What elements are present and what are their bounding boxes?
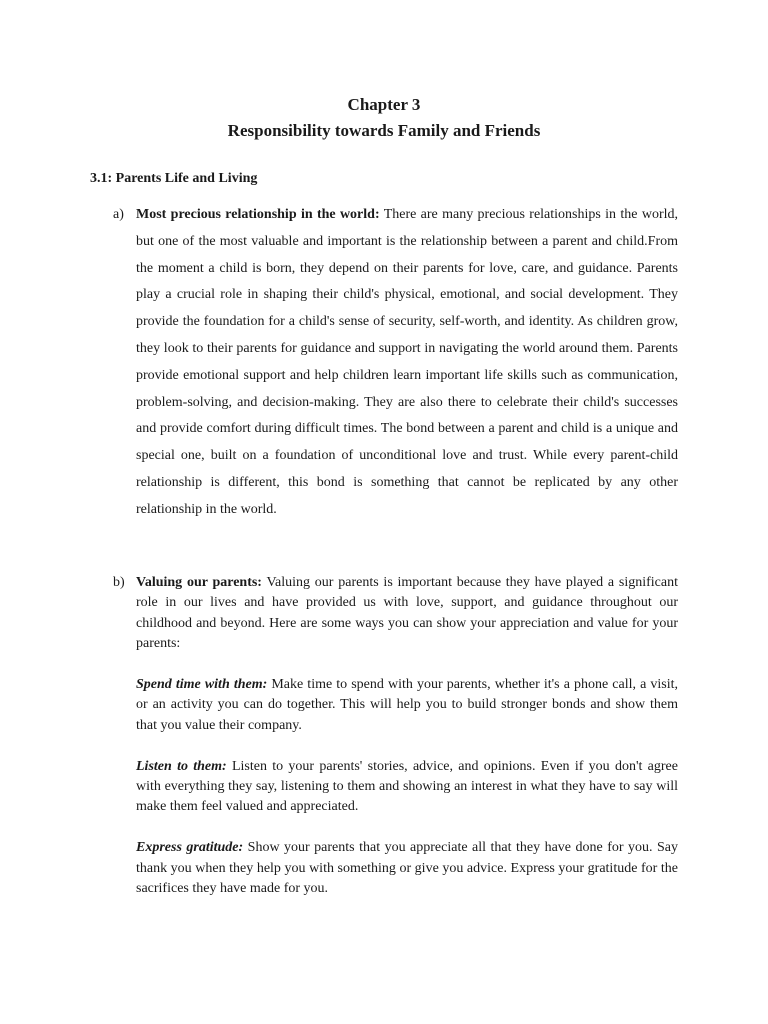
list-item-body — [136, 202, 678, 524]
tip-body-text: Listen to your parents' stories, advice, and opinions. Even if you don't agree with everything they say, listening to them and showing an interest in what they have to say will make them feel valued and appreciated. — [136, 758, 678, 815]
tip-lead-text: Listen to them: — [136, 758, 227, 774]
item-body-text: There are many precious relationships in the world, but one of the most valuable and important is the relationship between a parent and child.From the moment a child is born, they depend on their parents for love, care, and guidance. Parents play a crucial role in shaping their child's physical, emotional, and social development. They provide the foundation for a child's sense of security, self-worth, and identity. As children grow, they look to their parents for guidance and support in navigating the world around them. Parents provide emotional support and help children learn important life skills such as communication, problem-solving, and decision-making. They are also there to celebrate their child's successes and provide comfort during difficult times. The bond between a parent and child is a unique and special one, built on a foundation of unconditional love and trust. While every parent-child relationship is different, this bond is something that cannot be replicated by any other relationship in the world. — [136, 207, 678, 517]
item-body-text: Valuing our parents is important because they have played a significant role in our lives and have provided us with love, support, and guidance throughout our childhood and beyond. Here are some ways you can show your appreciation and value for your parents: — [136, 575, 679, 652]
chapter-subtitle: Responsibility towards Family and Friends — [227, 121, 541, 140]
tip-paragraph — [136, 838, 678, 899]
list-item-a — [113, 202, 678, 524]
tip-paragraph — [136, 675, 678, 736]
tip-paragraph — [136, 757, 678, 818]
tip-body-text: Show your parents that you appreciate all that they have done for you. Say thank you when they help you with something or give you advice. Express your gratitude for the sacrifices they have made for you. — [136, 840, 678, 897]
list-item-b — [113, 573, 678, 899]
list-marker: a) — [113, 207, 124, 222]
list-marker: b) — [113, 575, 125, 590]
section-heading: 3.1: Parents Life and Living — [90, 171, 258, 186]
item-lead-text: Valuing our parents: — [136, 575, 262, 590]
list-item-body — [136, 573, 678, 899]
item-intro-paragraph — [136, 573, 678, 655]
tip-body-text: Make time to spend with your parents, whether it's a phone call, a visit, or an activity you can do together. This will help you to build stronger bonds and show them that you value their company. — [136, 677, 678, 733]
item-lead-text: Most precious relationship in the world: — [136, 207, 380, 222]
tip-lead-text: Spend time with them: — [136, 677, 268, 693]
tip-lead-text: Express gratitude: — [136, 840, 244, 856]
chapter-title: Chapter 3 — [347, 95, 421, 114]
